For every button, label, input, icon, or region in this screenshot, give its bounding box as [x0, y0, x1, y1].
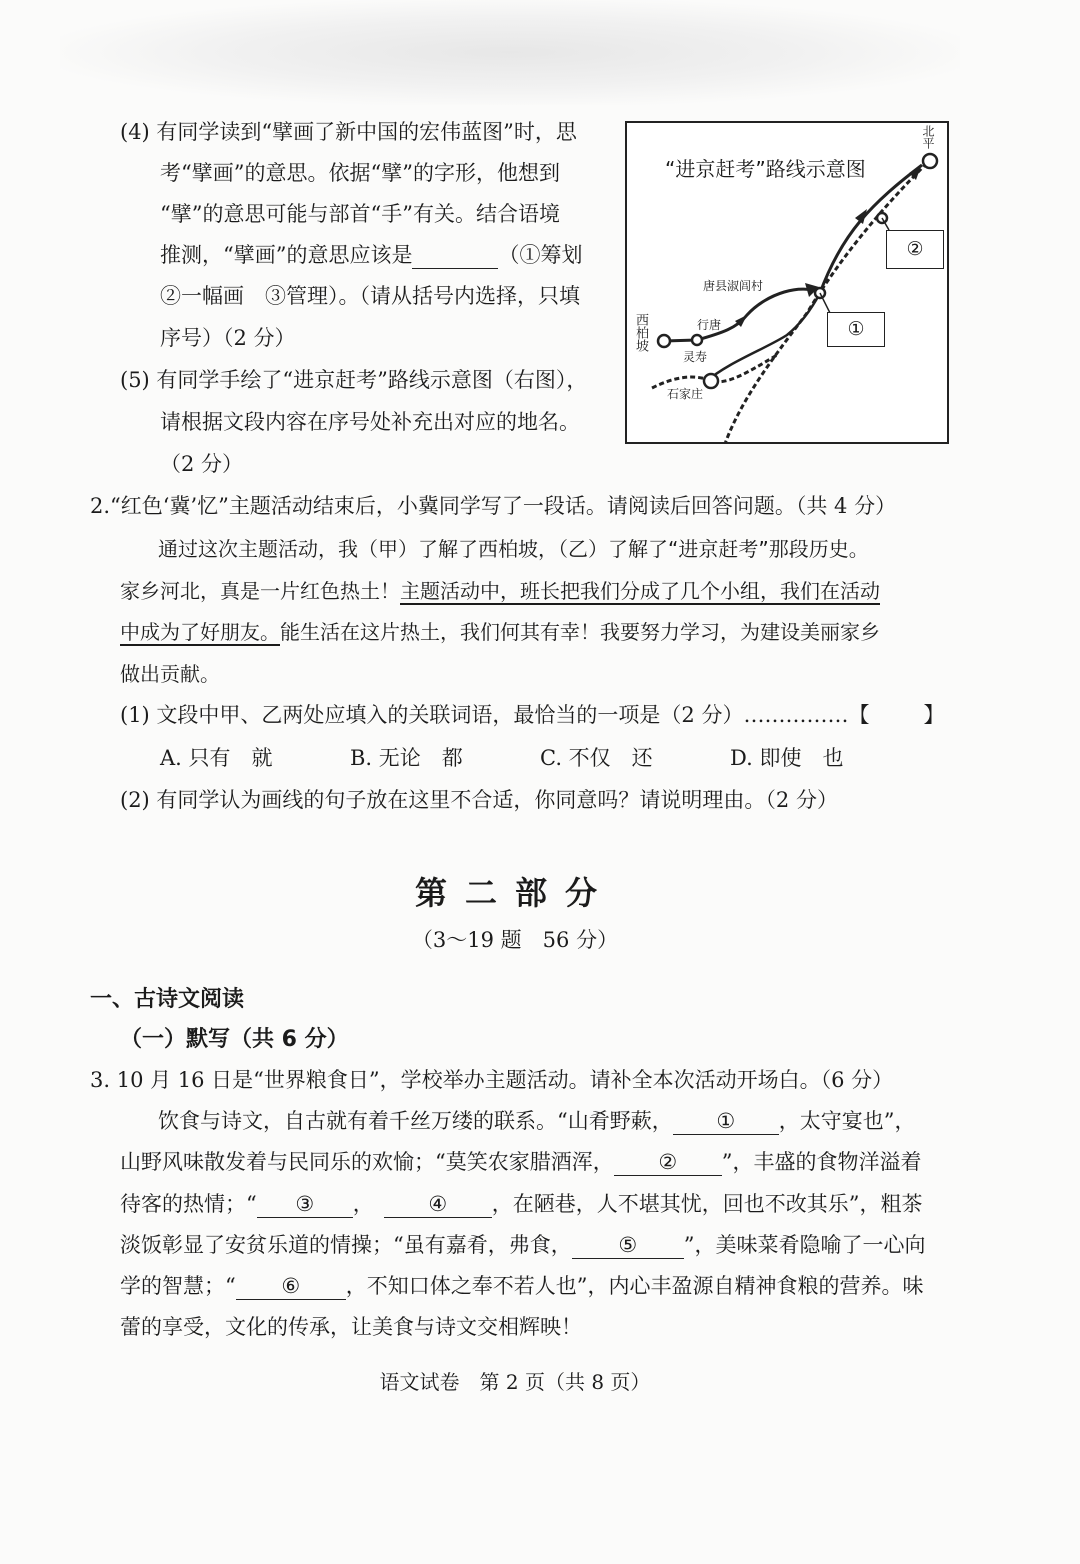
q3-line1a: 饮食与诗文，自古就有着千丝万缕的联系。“山肴野蔌，	[158, 1109, 673, 1133]
q3-blank-5[interactable]: ⑤	[572, 1232, 684, 1259]
q3-line3a: 待客的热情；“	[120, 1192, 257, 1216]
label-xibaipo: 西柏坡	[633, 313, 648, 352]
q3-blank-3[interactable]: ③	[257, 1191, 353, 1218]
section-dictation: （一）默写（共 6 分）	[120, 1027, 349, 1052]
q3-line4a: 淡饭彰显了安贫乐道的情操；“虽有嘉肴，弗食，	[120, 1233, 572, 1257]
q3-line2	[120, 1147, 921, 1177]
part2-subtitle: （3～19 题 56 分）	[411, 928, 619, 952]
q1-p4-line4-options: （①筹划	[498, 243, 583, 267]
q3-line4	[120, 1230, 925, 1260]
q1-p4-line5: ②一幅画 ③管理）。（请从括号内选择，只填	[160, 284, 580, 308]
q2-passage-line2a: 家乡河北，真是一片红色热土！	[120, 579, 400, 603]
map-box-2: ②	[886, 230, 944, 269]
q2-passage-line3b: 能生活在这片热土，我们何其有幸！我要努力学习，为建设美丽家乡	[280, 620, 880, 644]
q1-p4-line3: “擘”的意思可能与部首“手”有关。结合语境	[160, 202, 560, 226]
station-shijiazhuang	[704, 374, 718, 388]
station-xibaipo	[658, 335, 670, 347]
q3-line4b: ”，美味菜肴隐喻了一心向	[683, 1233, 926, 1257]
q3-blank-6[interactable]: ⑥	[236, 1273, 346, 1300]
q2-passage-line3	[120, 617, 880, 647]
map-box-1: ①	[827, 312, 885, 347]
page-footer: 语文试卷 第 2 页（共 8 页）	[379, 1370, 651, 1394]
station-xingtang	[692, 335, 702, 345]
label-xingtang: 行唐	[697, 318, 722, 332]
q2-passage-line2	[120, 576, 880, 606]
part2-title: 第二部分	[414, 874, 615, 912]
q1-p4-line2: 考“擘画”的意思。依据“擘”的字形，他想到	[160, 161, 560, 185]
q3-line1	[158, 1106, 915, 1136]
q3-line2b: ”，丰盛的食物洋溢着	[721, 1150, 922, 1174]
q1-p4-line4-text: 推测，“擘画”的意思应该是	[160, 243, 413, 267]
label-lingshou: 灵寿	[683, 350, 708, 364]
q2-underlined-sentence-part1: 主题活动中，班长把我们分成了几个小组，我们在活动	[400, 579, 880, 603]
q2-underlined-sentence-part2: 中成为了好朋友。	[120, 620, 280, 644]
q2-passage-line4: 做出贡献。	[120, 662, 220, 686]
q2-option-c[interactable]: C. 不仅 还	[540, 746, 653, 770]
blurred-header	[60, 0, 960, 105]
q3-line3c: ，在陋巷，人不堪其忧，回也不改其乐”，粗茶	[491, 1192, 923, 1216]
q2-sub1-close-bracket: 】	[923, 703, 945, 727]
q2-sub2: (2) 有同学认为画线的句子放在这里不合适，你同意吗？请说明理由。（2 分）	[120, 788, 838, 812]
q2-option-b[interactable]: B. 无论 都	[350, 746, 463, 770]
section-ancient-poetry: 一、古诗文阅读	[90, 987, 245, 1012]
q3-blank-2[interactable]: ②	[614, 1149, 722, 1176]
route-map	[625, 121, 949, 444]
q3-blank-4[interactable]: ④	[384, 1191, 492, 1218]
label-tangxian: 唐县淑闾村	[703, 279, 764, 293]
q1-p5-line2: 请根据文段内容在序号处补充出对应的地名。	[160, 410, 580, 434]
q2-option-a[interactable]: A. 只有 就	[160, 746, 273, 770]
q3-line5a: 学的智慧；“	[120, 1274, 236, 1298]
route-lower-path	[707, 293, 820, 381]
q1-p4-line1: (4) 有同学读到“擘画了新中国的宏伟蓝图”时，思	[120, 120, 577, 144]
station-beiping	[923, 154, 937, 168]
q3-line5b: ，不知口体之奉不若人也”，内心丰盈源自精神食粮的营养。味	[345, 1274, 924, 1298]
q3-stem: 3. 10 月 16 日是“世界粮食日”，学校举办主题活动。请补全本次活动开场白。（6 分）	[90, 1068, 894, 1092]
q2-option-d[interactable]: D. 即使 也	[730, 746, 844, 770]
q3-line1b: ，太守宴也”，	[778, 1109, 916, 1133]
q3-line6: 蕾的享受，文化的传承，让美食与诗文交相辉映！	[120, 1315, 582, 1339]
q2-stem: 2.“红色‘冀’忆”主题活动结束后，小冀同学写了一段话。请阅读后回答问题。（共 4 分）	[90, 494, 897, 518]
q3-blank-1[interactable]: ①	[673, 1108, 779, 1135]
q1-p4-line6: 序号）（2 分）	[160, 326, 296, 350]
q1-p5-line1: (5) 有同学手绘了“进京赶考”路线示意图（右图），	[120, 368, 588, 392]
label-beiping: 北平	[921, 125, 935, 149]
q2-passage-line1: 通过这次主题活动，我（甲）了解了西柏坡，（乙）了解了“进京赶考”那段历史。	[158, 537, 869, 561]
q1-p5-line3: （2 分）	[160, 452, 244, 476]
label-shijiazhuang: 石家庄	[667, 387, 704, 401]
q3-line2a: 山野风味散发着与民同乐的欢愉；“莫笑农家腊酒浑，	[120, 1150, 614, 1174]
q3-line3	[120, 1189, 922, 1219]
q3-line5	[120, 1271, 923, 1301]
q2-sub1-text: (1) 文段中甲、乙两处应填入的关联词语，最恰当的一项是（2 分）……………【	[120, 703, 870, 727]
map-title: “进京赶考”路线示意图	[665, 157, 866, 181]
q3-line3b: ，	[352, 1192, 374, 1216]
q1-p4-line4	[160, 240, 582, 270]
q2-sub1	[120, 700, 944, 730]
answer-blank[interactable]	[412, 242, 498, 269]
